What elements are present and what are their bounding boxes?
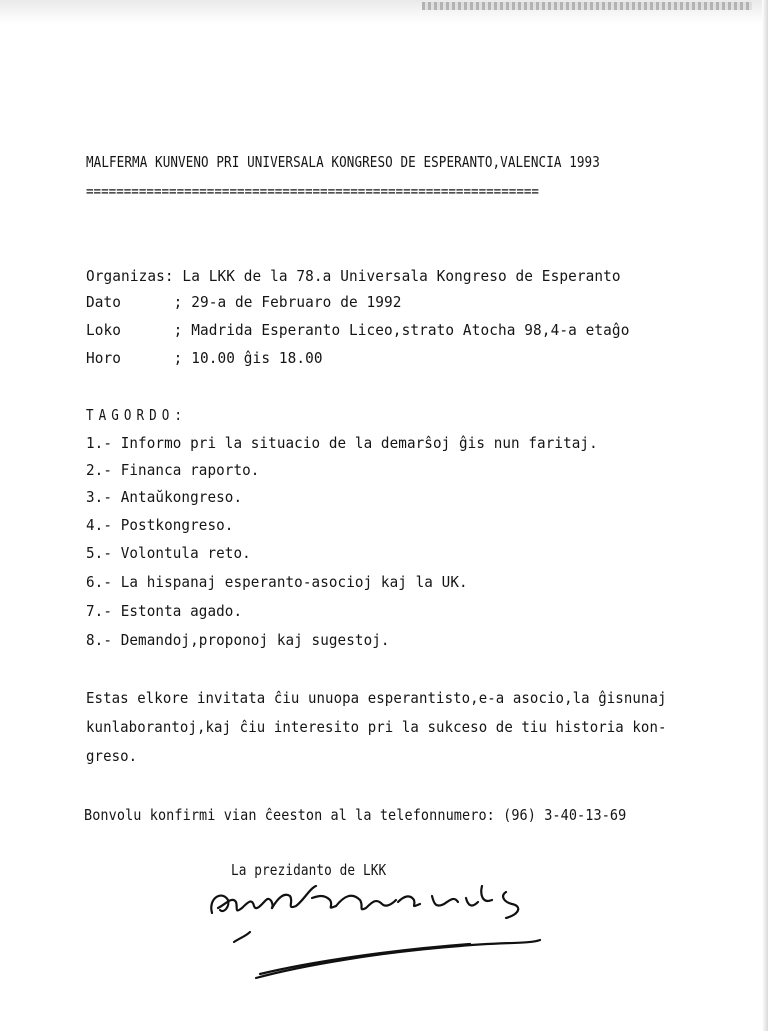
info-value: ; 29-a de Februaro de 1992 <box>173 293 402 311</box>
info-value: ; 10.00 ĝis 18.00 <box>173 349 323 367</box>
invitation-line: kunlaborantoj,kaj ĉiu interesito pri la sukceso de tiu historia kon- <box>86 718 667 736</box>
invitation-line: Estas elkore invitata ĉiu unuopa esperantisto,e-a asocio,la ĝisnunaj <box>86 689 667 707</box>
agenda-item: 3.- Antaŭkongreso. <box>86 488 243 506</box>
info-label: Loko <box>86 321 174 339</box>
info-value: La LKK de la 78.a Universala Kongreso de Esperanto <box>173 267 621 285</box>
agenda-item: 7.- Estonta agado. <box>86 602 243 620</box>
signatory-role: La prezidanto de LKK <box>231 861 387 879</box>
info-time <box>86 348 323 368</box>
agenda-item: 6.- La hispanaj esperanto-asocioj kaj la UK. <box>86 573 468 591</box>
document-title: MALFERMA KUNVENO PRI UNIVERSALA KONGRESO DE ESPERANTO,VALENCIA 1993 <box>86 153 600 171</box>
agenda-heading: TAGORDO: <box>86 406 188 424</box>
info-label: Horo <box>86 349 174 367</box>
agenda-item: 2.- Financa raporto. <box>86 461 260 479</box>
info-value: ; Madrida Esperanto Liceo,strato Atocha 98,4-a etaĝo <box>173 321 630 339</box>
info-label: Dato <box>86 293 174 311</box>
title-underline: ============================================================ <box>86 182 539 200</box>
scan-top-edge <box>0 0 768 26</box>
agenda-item: 4.- Postkongreso. <box>86 516 234 534</box>
agenda-item: 1.- Informo pri la situacio de la demarŝoj ĝis nun faritaj. <box>86 434 598 452</box>
scan-right-edge <box>762 0 768 1031</box>
info-date <box>86 292 402 312</box>
handwritten-signature <box>200 878 570 988</box>
agenda-item: 8.- Demandoj,proponoj kaj sugestoj. <box>86 631 390 649</box>
info-location <box>86 320 629 340</box>
invitation-line: greso. <box>86 747 138 765</box>
agenda-item: 5.- Volontula reto. <box>86 544 251 562</box>
confirmation-line: Bonvolu konfirmi vian ĉeeston al la telefonnumero: (96) 3-40-13-69 <box>84 806 627 824</box>
info-label: Organizas: <box>86 267 174 285</box>
info-organizer <box>86 266 621 286</box>
